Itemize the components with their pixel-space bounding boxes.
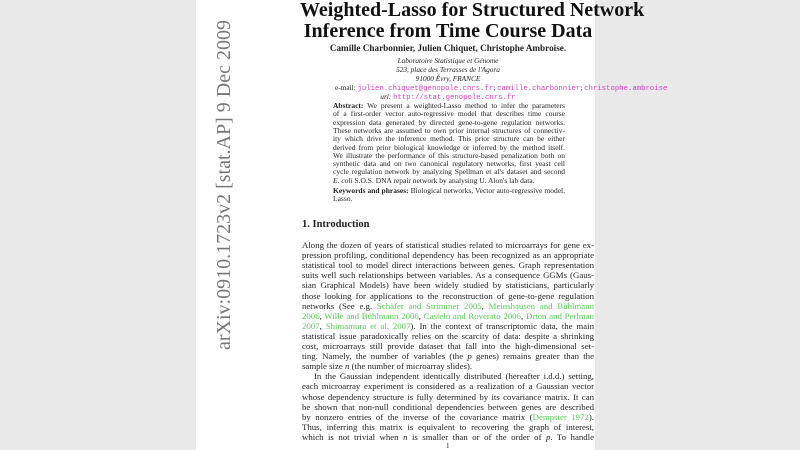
email-link[interactable]: julien.chiquet@genopole.cnrs.fr (357, 85, 494, 93)
text-run: expression data generated by directed gene-to-gene regulation networks. (333, 117, 565, 127)
abstract-line (333, 177, 565, 185)
body-line (302, 422, 594, 432)
body-line (302, 240, 594, 250)
text-run: Lasso. (333, 194, 353, 204)
text-run: (the number of microarray slides). (349, 361, 473, 372)
body-line (302, 351, 594, 361)
text-run: networks (See e.g. (302, 300, 377, 311)
paper-title-line-2: Inference from Time Course Data (303, 20, 593, 42)
url-link[interactable]: http://stat.genopole.cnrs.fr (393, 94, 516, 102)
email-label: e-mail: (335, 83, 356, 92)
citation-link[interactable]: 2007 (302, 320, 320, 331)
body-line (302, 260, 594, 270)
text-run: , (481, 300, 489, 311)
text-run: , (520, 310, 526, 321)
text-run: cost, microarrays still provide dataset that fall into the high-dimensional set- (302, 341, 594, 351)
body-line (302, 311, 594, 321)
email-link[interactable]: camille.charbonnier (497, 85, 581, 93)
email-line: e-mail: julien.chiquet@genopole.cnrs.fr; camille.charbonnier; christophe.ambroise (335, 83, 668, 93)
url-label: url: (380, 92, 392, 101)
text-run: statistical tool to model direct interactions between genes. Graph representation (302, 260, 594, 271)
address-street: 523, place des Terrasses de l'Agora (396, 65, 500, 74)
text-run: synthetic data and on two canonical regulatory networks, first yeast cell (333, 159, 565, 169)
text-run: derived from prior biological knowledge or inferred by the method itself. (333, 142, 565, 152)
text-run: Keywords and phrases: (333, 186, 409, 195)
text-run: , (319, 310, 325, 321)
text-run: sian Graphical Models) have been widely studied by statisticians, particularly (302, 280, 594, 291)
text-run: . To handle (550, 431, 594, 442)
keywords-line (333, 195, 565, 203)
arxiv-stamp: arXiv:0910.1723v2 [stat.AP] 9 Dec 2009 (213, 20, 235, 350)
text-run: Abstract: (333, 101, 364, 110)
keywords-line (333, 187, 565, 195)
text-run: These networks are assumed to own prior internal structures of connectiv- (333, 125, 565, 135)
text-run: In the Gaussian independent identically distributed (hereafter i.d.d.) setting, (314, 371, 594, 382)
text-run: p (545, 431, 551, 442)
text-run: Along the dozen of years of statistical studies related to microarrays for gene ex- (302, 240, 594, 250)
text-run: p (467, 351, 472, 362)
citation-link[interactable]: Wille and Bühlmann 2006 (324, 310, 419, 321)
text-run: is smaller than or of the order of (407, 431, 546, 442)
body-line (302, 341, 594, 351)
text-run: statistical issue paradoxically relies on the scarcity of data: despite a shrinking (302, 330, 594, 341)
body-line (302, 361, 594, 371)
text-run: We illustrate the performance of this structure-based penalization both on (333, 150, 565, 160)
citation-link[interactable]: Schäfer and Strimmer 2005 (376, 300, 482, 311)
body-line (302, 321, 594, 331)
body-line (302, 412, 594, 422)
text-run: We present a weighted-Lasso method to infer the parameters (363, 101, 565, 110)
body-line (302, 371, 594, 381)
body-line (302, 381, 594, 391)
text-run: which is not trivial when (302, 431, 404, 442)
body-line (302, 331, 594, 341)
text-run: , (319, 320, 326, 331)
text-run: cycle regulation network by analyzing Spellman et al's dataset and second (333, 167, 565, 177)
text-run: pression profiling, conditional dependency has been recognized as an appropriate (302, 250, 594, 261)
citation-link[interactable]: Dempster 1972 (532, 411, 589, 422)
body-line (302, 250, 594, 260)
citation-link[interactable]: Drton and Perlman (525, 310, 594, 321)
text-run: ). In the context of transcriptomic data, the main (410, 320, 594, 331)
text-run: by nonzero entries of the inverse of the covariance matrix ( (302, 411, 533, 422)
paper-title-line-1: Weighted-Lasso for Structured Network (300, 0, 645, 21)
affiliation: Laboratoire Statistique et Génome (397, 56, 499, 65)
text-run: ). (588, 411, 594, 422)
body-line (302, 432, 594, 442)
text-run: sample size (302, 361, 345, 372)
body-line (302, 402, 594, 412)
text-run: ity which drive the inference method. This prior structure can be either (333, 134, 565, 144)
body-line (302, 270, 594, 280)
address-city: 91000 Évry, FRANCE (415, 74, 481, 83)
citation-link[interactable]: Meinshausen and Bühlmann (488, 300, 594, 311)
text-run: genes) remains greater than the (471, 351, 594, 362)
body-line (302, 291, 594, 301)
text-run: , (418, 310, 424, 321)
text-run: E. coli (333, 175, 353, 185)
page-number: 1 (446, 442, 450, 450)
body-line (302, 301, 594, 311)
text-run: Thus, inferring this matrix is equivalent to recovering the graph of interest, (302, 421, 594, 432)
authors: Camille Charbonnier, Julien Chiquet, Christophe Ambroise. (329, 43, 567, 53)
text-run: whose dependency structure is fully determined by its covariance matrix. It can (302, 391, 594, 402)
email-link[interactable]: christophe.ambroise (584, 85, 668, 93)
citation-link[interactable]: 2006 (302, 310, 320, 321)
citation-link[interactable]: Shimamura et al. 2007 (325, 320, 411, 331)
text-run: S.O.S. DNA repair network by analysing U. Alon's lab data. (352, 175, 535, 185)
text-run: be shown that non-null conditional dependencies between genes are described (302, 401, 594, 412)
text-run: n (345, 361, 350, 372)
text-run: of a first-order vector auto-regressive model that describes time course (333, 109, 565, 119)
citation-link[interactable]: Castelo and Roverato 2006 (423, 310, 521, 321)
text-run: n (403, 431, 408, 442)
body-line (302, 392, 594, 402)
text-run: Biological networks, Vector auto-regressive model, (408, 186, 565, 195)
text-run: each microarray experiment is considered as a realization of a Gaussian vector (302, 381, 594, 392)
text-run: suits well such relationships between variables. As a consequence GGMs (Gaus- (302, 270, 594, 281)
text-run: ting. Namely, the number of variables (the (302, 351, 468, 362)
text-run: those looking for applications to the reconstruction of gene-to-gene regulation (302, 290, 594, 301)
section-heading: 1. Introduction (302, 219, 370, 230)
body-line (302, 280, 594, 290)
